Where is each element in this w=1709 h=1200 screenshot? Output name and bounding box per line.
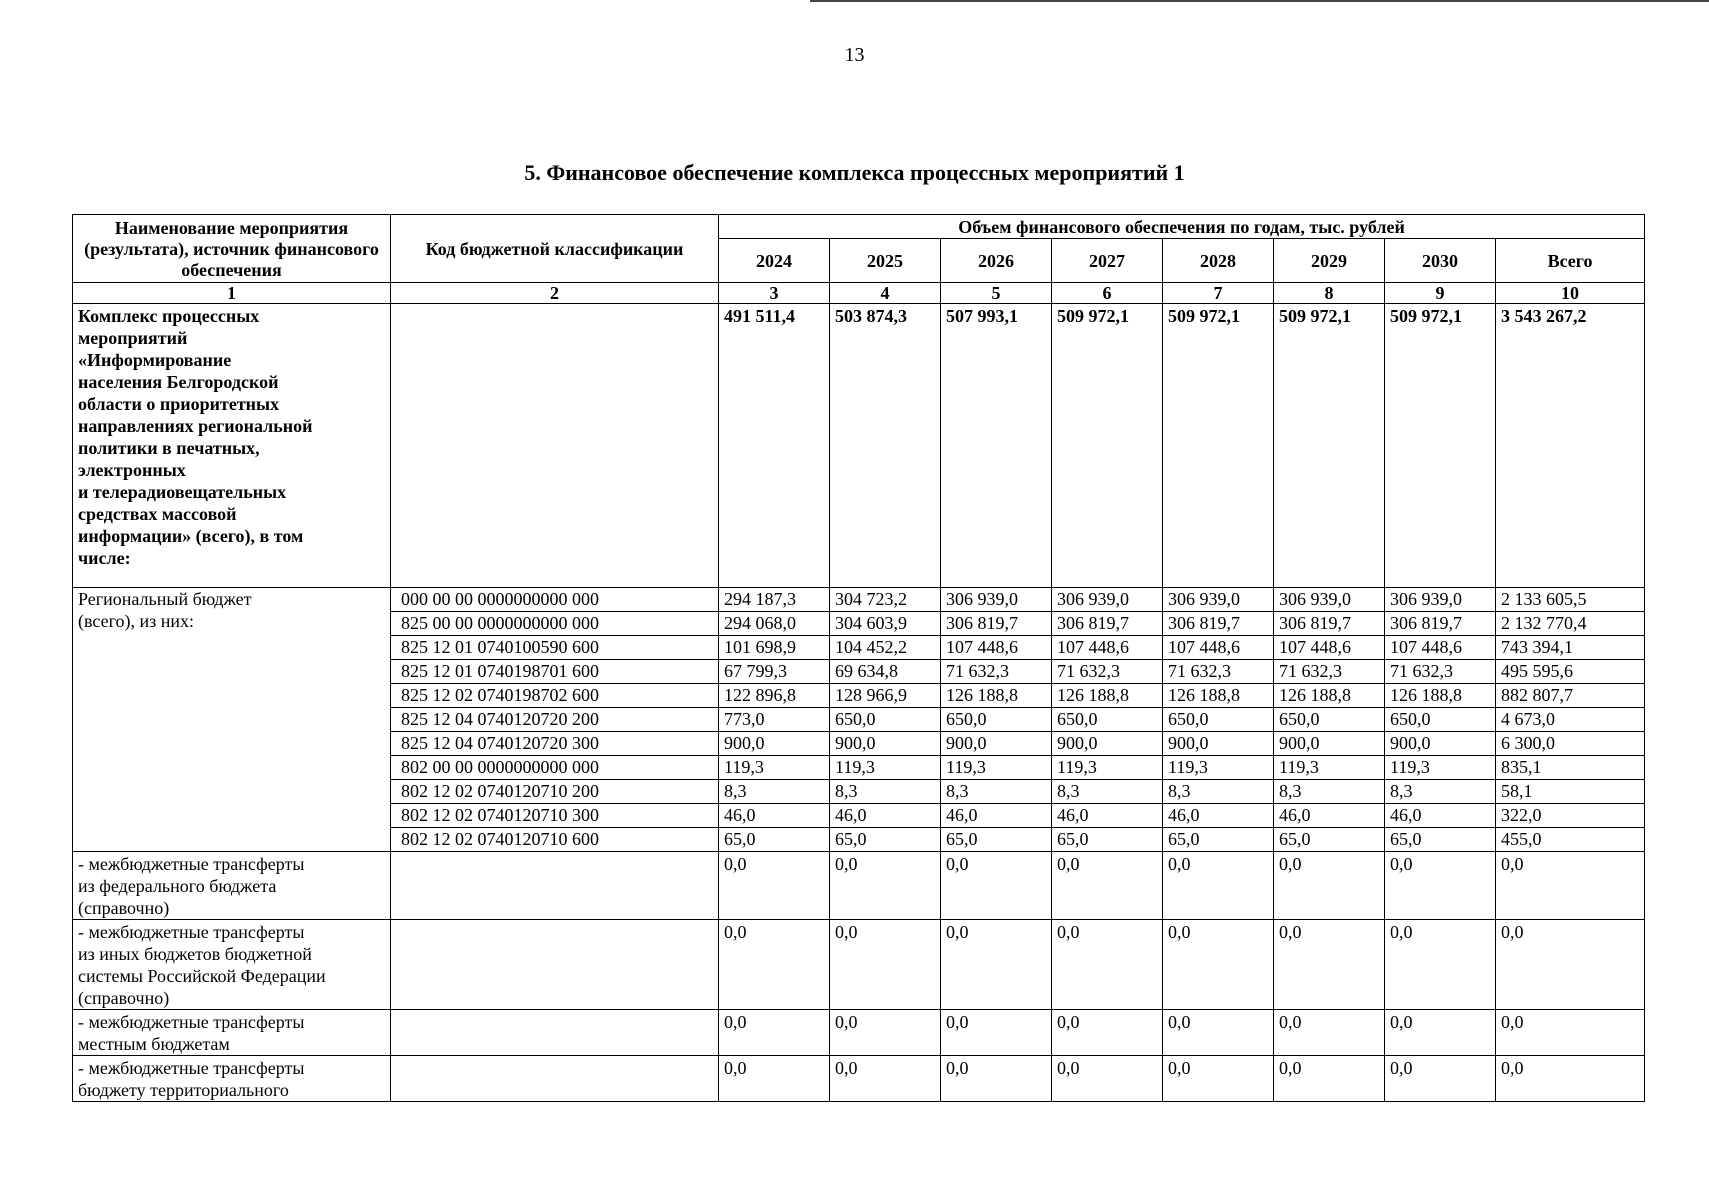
budget-code: 825 00 00 0000000000 000 bbox=[391, 612, 719, 636]
budget-value: 650,0 bbox=[1163, 708, 1274, 732]
column-number: 3 bbox=[719, 283, 830, 304]
budget-code: 825 12 01 0740100590 600 bbox=[391, 636, 719, 660]
regional-budget-label: Региональный бюджет (всего), из них: bbox=[73, 588, 391, 852]
budget-value: 8,3 bbox=[719, 780, 830, 804]
header-total: Всего bbox=[1496, 239, 1645, 283]
budget-value: 306 939,0 bbox=[1163, 588, 1274, 612]
budget-value: 107 448,6 bbox=[941, 636, 1052, 660]
transfer-row-code bbox=[391, 1010, 719, 1056]
transfer-value: 0,0 bbox=[719, 1010, 830, 1056]
budget-value: 900,0 bbox=[1274, 732, 1385, 756]
transfer-value: 0,0 bbox=[1274, 920, 1385, 1010]
budget-value: 126 188,8 bbox=[1274, 684, 1385, 708]
budget-value: 107 448,6 bbox=[1274, 636, 1385, 660]
column-number: 1 bbox=[73, 283, 391, 304]
header-name: Наименование мероприятия (результата), источник финансового обеспечения bbox=[73, 215, 391, 283]
budget-value: 495 595,6 bbox=[1496, 660, 1645, 684]
budget-code: 825 12 02 0740198702 600 bbox=[391, 684, 719, 708]
budget-value: 835,1 bbox=[1496, 756, 1645, 780]
transfer-value: 0,0 bbox=[830, 920, 941, 1010]
budget-value: 119,3 bbox=[830, 756, 941, 780]
budget-value: 743 394,1 bbox=[1496, 636, 1645, 660]
transfer-value: 0,0 bbox=[1385, 1010, 1496, 1056]
budget-value: 107 448,6 bbox=[1385, 636, 1496, 660]
budget-value: 306 939,0 bbox=[1052, 588, 1163, 612]
budget-value: 6 300,0 bbox=[1496, 732, 1645, 756]
budget-value: 900,0 bbox=[941, 732, 1052, 756]
budget-value: 126 188,8 bbox=[1052, 684, 1163, 708]
budget-value: 900,0 bbox=[1385, 732, 1496, 756]
transfer-value: 0,0 bbox=[1274, 1010, 1385, 1056]
budget-value: 306 819,7 bbox=[1163, 612, 1274, 636]
budget-value: 294 187,3 bbox=[719, 588, 830, 612]
budget-value: 773,0 bbox=[719, 708, 830, 732]
transfer-row-name: - межбюджетные трансферты из иных бюджетов бюджетной системы Российской Федерации (справочно) bbox=[73, 920, 391, 1010]
budget-value: 65,0 bbox=[1052, 828, 1163, 852]
column-number: 7 bbox=[1163, 283, 1274, 304]
budget-value: 128 966,9 bbox=[830, 684, 941, 708]
column-number: 9 bbox=[1385, 283, 1496, 304]
budget-value: 71 632,3 bbox=[1163, 660, 1274, 684]
budget-value: 67 799,3 bbox=[719, 660, 830, 684]
budget-value: 455,0 bbox=[1496, 828, 1645, 852]
budget-value: 65,0 bbox=[719, 828, 830, 852]
budget-code: 000 00 00 0000000000 000 bbox=[391, 588, 719, 612]
header-year-2025: 2025 bbox=[830, 239, 941, 283]
scan-top-edge-line bbox=[810, 0, 1709, 2]
total-value: 509 972,1 bbox=[1274, 304, 1385, 588]
budget-value: 46,0 bbox=[1052, 804, 1163, 828]
budget-value: 8,3 bbox=[830, 780, 941, 804]
budget-value: 122 896,8 bbox=[719, 684, 830, 708]
transfer-value: 0,0 bbox=[1385, 1056, 1496, 1102]
transfer-value: 0,0 bbox=[941, 852, 1052, 920]
transfer-row-name: - межбюджетные трансферты из федерального бюджета (справочно) bbox=[73, 852, 391, 920]
transfer-value: 0,0 bbox=[1274, 1056, 1385, 1102]
budget-value: 126 188,8 bbox=[1385, 684, 1496, 708]
budget-value: 2 132 770,4 bbox=[1496, 612, 1645, 636]
transfer-value: 0,0 bbox=[1052, 1010, 1163, 1056]
budget-value: 46,0 bbox=[1274, 804, 1385, 828]
budget-value: 65,0 bbox=[1163, 828, 1274, 852]
budget-value: 101 698,9 bbox=[719, 636, 830, 660]
table-row bbox=[73, 588, 1645, 612]
total-value: 509 972,1 bbox=[1052, 304, 1163, 588]
budget-value: 69 634,8 bbox=[830, 660, 941, 684]
budget-value: 8,3 bbox=[1274, 780, 1385, 804]
transfer-value: 0,0 bbox=[941, 920, 1052, 1010]
budget-value: 650,0 bbox=[1385, 708, 1496, 732]
transfer-row-code bbox=[391, 852, 719, 920]
transfer-value: 0,0 bbox=[1274, 852, 1385, 920]
budget-value: 46,0 bbox=[941, 804, 1052, 828]
header-year-2030: 2030 bbox=[1385, 239, 1496, 283]
transfer-value: 0,0 bbox=[1496, 1010, 1645, 1056]
transfer-value: 0,0 bbox=[1052, 1056, 1163, 1102]
total-value: 509 972,1 bbox=[1163, 304, 1274, 588]
total-row-code bbox=[391, 304, 719, 588]
budget-value: 8,3 bbox=[1052, 780, 1163, 804]
transfer-value: 0,0 bbox=[1496, 920, 1645, 1010]
column-number: 10 bbox=[1496, 283, 1645, 304]
budget-value: 8,3 bbox=[1385, 780, 1496, 804]
budget-value: 900,0 bbox=[830, 732, 941, 756]
budget-value: 650,0 bbox=[1052, 708, 1163, 732]
budget-code: 802 12 02 0740120710 600 bbox=[391, 828, 719, 852]
budget-value: 8,3 bbox=[941, 780, 1052, 804]
transfer-value: 0,0 bbox=[1163, 920, 1274, 1010]
budget-value: 294 068,0 bbox=[719, 612, 830, 636]
budget-value: 104 452,2 bbox=[830, 636, 941, 660]
transfer-row bbox=[73, 1056, 1645, 1102]
budget-code: 802 12 02 0740120710 200 bbox=[391, 780, 719, 804]
transfer-value: 0,0 bbox=[1052, 852, 1163, 920]
budget-value: 119,3 bbox=[941, 756, 1052, 780]
transfer-row bbox=[73, 1010, 1645, 1056]
total-row bbox=[73, 304, 1645, 588]
budget-value: 2 133 605,5 bbox=[1496, 588, 1645, 612]
budget-value: 65,0 bbox=[1385, 828, 1496, 852]
transfer-row bbox=[73, 920, 1645, 1010]
budget-value: 46,0 bbox=[1385, 804, 1496, 828]
transfer-row-code bbox=[391, 1056, 719, 1102]
transfer-value: 0,0 bbox=[830, 1010, 941, 1056]
budget-value: 126 188,8 bbox=[941, 684, 1052, 708]
budget-value: 71 632,3 bbox=[1385, 660, 1496, 684]
budget-value: 306 939,0 bbox=[941, 588, 1052, 612]
budget-code: 825 12 04 0740120720 300 bbox=[391, 732, 719, 756]
budget-value: 306 939,0 bbox=[1274, 588, 1385, 612]
transfer-value: 0,0 bbox=[1163, 1010, 1274, 1056]
budget-value: 306 939,0 bbox=[1385, 588, 1496, 612]
budget-value: 71 632,3 bbox=[941, 660, 1052, 684]
column-number: 4 bbox=[830, 283, 941, 304]
transfer-value: 0,0 bbox=[719, 852, 830, 920]
header-year-2028: 2028 bbox=[1163, 239, 1274, 283]
budget-value: 650,0 bbox=[1274, 708, 1385, 732]
transfer-row-name: - межбюджетные трансферты местным бюджетам bbox=[73, 1010, 391, 1056]
transfer-value: 0,0 bbox=[1496, 1056, 1645, 1102]
financing-table bbox=[72, 214, 1645, 1102]
total-value: 507 993,1 bbox=[941, 304, 1052, 588]
transfer-value: 0,0 bbox=[1163, 1056, 1274, 1102]
budget-value: 304 723,2 bbox=[830, 588, 941, 612]
budget-value: 650,0 bbox=[830, 708, 941, 732]
budget-value: 119,3 bbox=[1163, 756, 1274, 780]
header-year-2029: 2029 bbox=[1274, 239, 1385, 283]
section-title: 5. Финансовое обеспечение комплекса процессных мероприятий 1 bbox=[524, 160, 1185, 185]
budget-value: 46,0 bbox=[1163, 804, 1274, 828]
budget-value: 8,3 bbox=[1163, 780, 1274, 804]
transfer-row-name: - межбюджетные трансферты бюджету территориального bbox=[73, 1056, 391, 1102]
budget-code: 802 00 00 0000000000 000 bbox=[391, 756, 719, 780]
budget-value: 119,3 bbox=[1274, 756, 1385, 780]
budget-value: 119,3 bbox=[1052, 756, 1163, 780]
budget-value: 65,0 bbox=[941, 828, 1052, 852]
budget-value: 650,0 bbox=[941, 708, 1052, 732]
transfer-value: 0,0 bbox=[830, 852, 941, 920]
budget-value: 900,0 bbox=[719, 732, 830, 756]
budget-code: 802 12 02 0740120710 300 bbox=[391, 804, 719, 828]
budget-value: 71 632,3 bbox=[1274, 660, 1385, 684]
budget-value: 306 819,7 bbox=[941, 612, 1052, 636]
total-value: 3 543 267,2 bbox=[1496, 304, 1645, 588]
budget-value: 306 819,7 bbox=[1274, 612, 1385, 636]
transfer-value: 0,0 bbox=[719, 1056, 830, 1102]
budget-value: 46,0 bbox=[719, 804, 830, 828]
budget-value: 65,0 bbox=[1274, 828, 1385, 852]
column-number: 2 bbox=[391, 283, 719, 304]
transfer-value: 0,0 bbox=[941, 1010, 1052, 1056]
column-number: 6 bbox=[1052, 283, 1163, 304]
transfer-row bbox=[73, 852, 1645, 920]
header-code: Код бюджетной классификации bbox=[391, 215, 719, 283]
column-number: 5 bbox=[941, 283, 1052, 304]
budget-value: 306 819,7 bbox=[1385, 612, 1496, 636]
budget-value: 4 673,0 bbox=[1496, 708, 1645, 732]
budget-value: 71 632,3 bbox=[1052, 660, 1163, 684]
budget-value: 900,0 bbox=[1163, 732, 1274, 756]
budget-value: 882 807,7 bbox=[1496, 684, 1645, 708]
budget-code: 825 12 01 0740198701 600 bbox=[391, 660, 719, 684]
total-value: 503 874,3 bbox=[830, 304, 941, 588]
transfer-value: 0,0 bbox=[1163, 852, 1274, 920]
transfer-value: 0,0 bbox=[1496, 852, 1645, 920]
budget-value: 119,3 bbox=[1385, 756, 1496, 780]
header-year-2026: 2026 bbox=[941, 239, 1052, 283]
transfer-value: 0,0 bbox=[1385, 920, 1496, 1010]
transfer-row-code bbox=[391, 920, 719, 1010]
header-year-2027: 2027 bbox=[1052, 239, 1163, 283]
budget-value: 322,0 bbox=[1496, 804, 1645, 828]
budget-value: 46,0 bbox=[830, 804, 941, 828]
budget-value: 65,0 bbox=[830, 828, 941, 852]
transfer-value: 0,0 bbox=[1385, 852, 1496, 920]
budget-value: 126 188,8 bbox=[1163, 684, 1274, 708]
total-value: 491 511,4 bbox=[719, 304, 830, 588]
budget-value: 107 448,6 bbox=[1052, 636, 1163, 660]
transfer-value: 0,0 bbox=[719, 920, 830, 1010]
budget-code: 825 12 04 0740120720 200 bbox=[391, 708, 719, 732]
total-value: 509 972,1 bbox=[1385, 304, 1496, 588]
budget-value: 304 603,9 bbox=[830, 612, 941, 636]
column-number: 8 bbox=[1274, 283, 1385, 304]
header-volume: Объем финансового обеспечения по годам, тыс. рублей bbox=[719, 215, 1645, 239]
transfer-value: 0,0 bbox=[941, 1056, 1052, 1102]
budget-value: 119,3 bbox=[719, 756, 830, 780]
total-row-name: Комплекс процессных мероприятий «Информирование населения Белгородской области о приоритетных направлениях региональной политики в печатных, электронных и телерадиовещательных средствах массовой информации» (всего), в том числе: bbox=[73, 304, 391, 588]
transfer-value: 0,0 bbox=[830, 1056, 941, 1102]
page-number: 13 bbox=[844, 44, 865, 66]
transfer-value: 0,0 bbox=[1052, 920, 1163, 1010]
header-year-2024: 2024 bbox=[719, 239, 830, 283]
budget-value: 107 448,6 bbox=[1163, 636, 1274, 660]
budget-value: 900,0 bbox=[1052, 732, 1163, 756]
budget-value: 306 819,7 bbox=[1052, 612, 1163, 636]
column-number-row bbox=[73, 283, 1645, 304]
budget-value: 58,1 bbox=[1496, 780, 1645, 804]
